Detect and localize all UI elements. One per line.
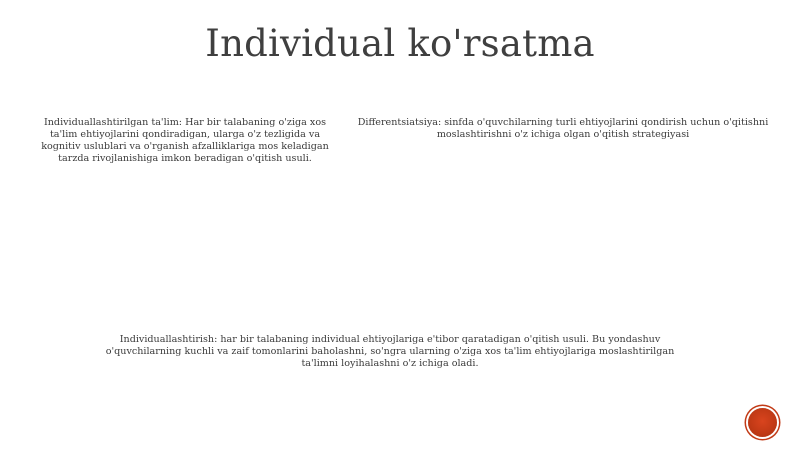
differentiation-text: Differentsiatsiya: sinfda o'quvchilarning turli ehtiyojlarini qondirish uchun o'qitishni moslashtirishni o'z ichiga olgan o'qitish strategiyasi bbox=[357, 117, 769, 140]
individualization-text: Individuallashtirish: har bir talabaning individual ehtiyojlariga e'tibor qaratadigan o'qitish usuli. Bu yondashuv o'quvchilarning kuchli va zaif tomonlarini baholashni, so'ngra ularning o'ziga xos ta'lim ehtiyojlariga moslashtirilgan ta'limni loyihalashni o'z ichiga oladi. bbox=[105, 334, 675, 369]
slide-title: Individual ko'rsatma bbox=[205, 22, 595, 65]
circle-button-icon[interactable] bbox=[748, 408, 777, 437]
individualized-learning-text: Individuallashtirilgan ta'lim: Har bir talabaning o'ziga xos ta'lim ehtiyojlarini qondiradigan, ularga o'z tezligida va kognitiv uslublari va o'rganish afzalliklariga mos keladigan tarzda rivojlanishiga imkon beradigan o'qitish usuli. bbox=[41, 117, 329, 164]
